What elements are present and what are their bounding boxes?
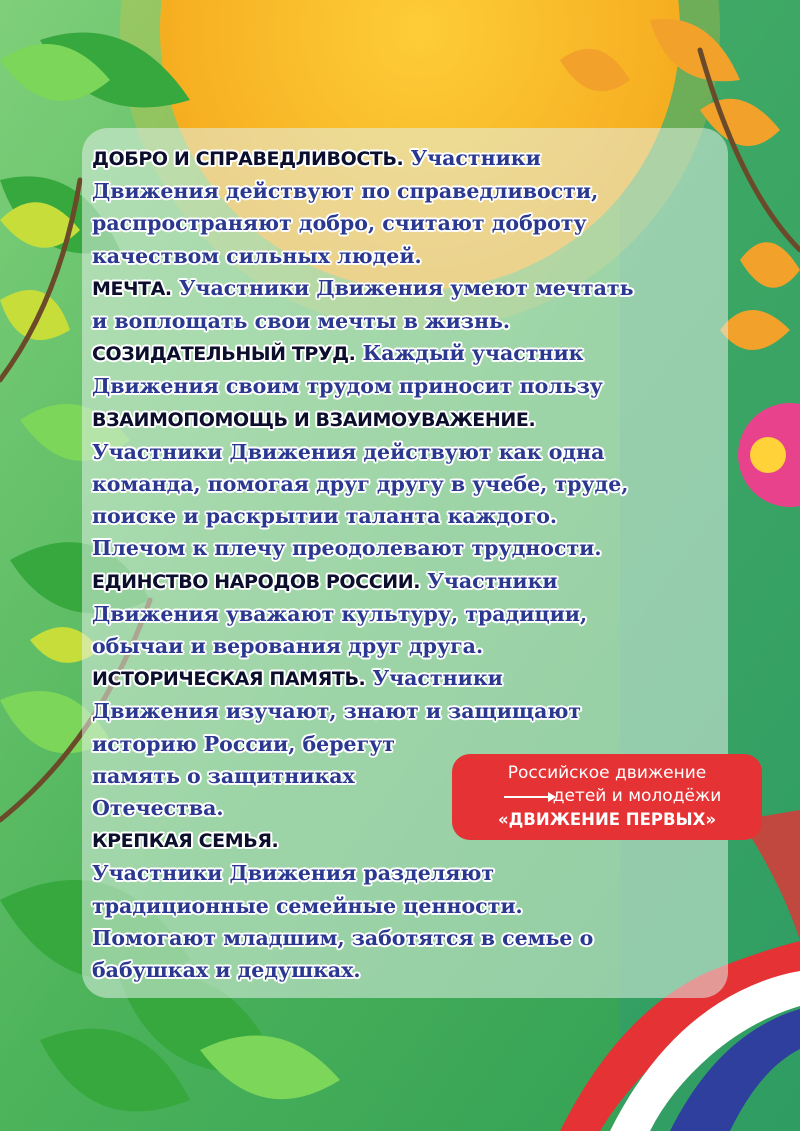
value-text: поиске и раскрытии таланта каждого. xyxy=(92,504,558,529)
value-text: Участники Движения умеют мечтать xyxy=(171,275,634,300)
value-text: традиционные семейные ценности. xyxy=(92,893,523,918)
text-line xyxy=(92,305,712,337)
value-paragraph xyxy=(92,824,712,986)
values-text xyxy=(92,142,712,986)
value-text: Движения действуют по справедливости, xyxy=(92,179,599,204)
value-text: Участники xyxy=(403,146,541,170)
text-line xyxy=(92,662,712,695)
text-line xyxy=(92,240,712,272)
text-line xyxy=(92,370,712,402)
text-line xyxy=(92,532,712,564)
text-line xyxy=(92,436,712,468)
value-text: и воплощать свои мечты в жизнь. xyxy=(92,309,511,334)
value-paragraph xyxy=(92,565,712,663)
value-text: Плечом к плечу преодолевают трудности. xyxy=(92,536,602,561)
value-text: обычаи и верования друг друга. xyxy=(92,634,484,659)
text-line xyxy=(92,337,712,370)
value-text: Каждый участник xyxy=(355,341,584,366)
text-line xyxy=(92,175,712,207)
text-line xyxy=(92,565,712,598)
value-heading: КРЕПКАЯ СЕМЬЯ. xyxy=(92,830,279,853)
value-paragraph xyxy=(92,403,712,565)
value-heading: ДОБРО И СПРАВЕДЛИВОСТЬ. xyxy=(92,148,404,170)
text-line xyxy=(92,500,712,532)
value-text: команда, помогая друг другу в учебе, труде, xyxy=(92,472,629,497)
value-heading: ВЗАИМОПОМОЩЬ И ВЗАИМОУВАЖЕНИЕ. xyxy=(92,408,536,431)
value-paragraph xyxy=(92,272,712,337)
text-line xyxy=(92,890,712,922)
value-text: Участники xyxy=(420,568,558,593)
movement-logo-badge xyxy=(452,754,762,840)
text-line xyxy=(92,403,712,436)
value-text: Движения своим трудом приносит пользу xyxy=(92,374,603,399)
value-text: историю России, берегут xyxy=(92,731,395,756)
value-heading: ЕДИНСТВО НАРОДОВ РОССИИ. xyxy=(92,570,421,593)
value-text: Движения изучают, знают и защищают xyxy=(92,699,582,724)
value-text: Участники Движения разделяют xyxy=(92,861,495,886)
text-line xyxy=(92,598,712,630)
value-heading: МЕЧТА. xyxy=(92,277,172,300)
value-text: Помогают младшим, заботятся в семье о xyxy=(92,925,594,950)
text-line xyxy=(92,857,712,889)
text-line xyxy=(92,954,712,986)
text-line xyxy=(92,468,712,500)
value-paragraph xyxy=(92,142,712,272)
value-text: Отечества. xyxy=(92,796,224,821)
value-text: Движения уважают культуру, традиции, xyxy=(92,601,588,626)
text-line xyxy=(92,922,712,954)
value-text: память о защитниках xyxy=(92,763,355,788)
badge-line-3: «ДВИЖЕНИЕ ПЕРВЫХ» xyxy=(497,810,717,829)
text-line xyxy=(92,207,712,239)
text-line xyxy=(92,695,712,727)
text-line xyxy=(92,272,712,305)
value-text: бабушках и дедушках. xyxy=(92,958,361,983)
value-text: распространяют добро, считают доброту xyxy=(92,211,587,236)
value-paragraph xyxy=(92,337,712,402)
value-heading: ИСТОРИЧЕСКАЯ ПАМЯТЬ. xyxy=(92,668,366,691)
badge-line-2: детей и молодёжи xyxy=(552,786,722,806)
value-text: качеством сильных людей. xyxy=(92,243,422,268)
value-text: Участники Движения действуют как одна xyxy=(92,439,605,464)
text-line xyxy=(92,142,712,175)
badge-line-1: Российское движение xyxy=(507,763,707,783)
value-text: Участники xyxy=(365,666,503,691)
value-heading: СОЗИДАТЕЛЬНЫЙ ТРУД. xyxy=(92,343,356,366)
text-line xyxy=(92,630,712,662)
